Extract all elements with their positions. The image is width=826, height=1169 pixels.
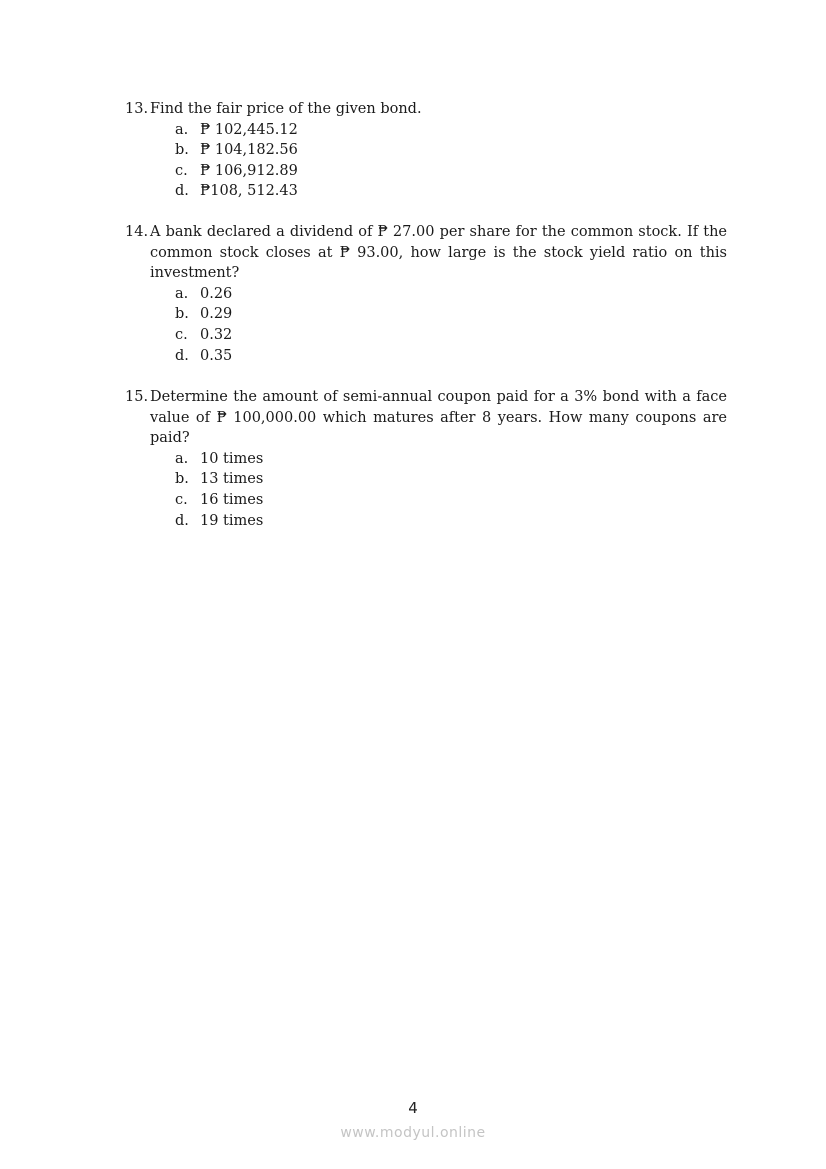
choice-a bbox=[175, 120, 727, 141]
choice-a bbox=[175, 284, 727, 305]
question-number: 15. bbox=[125, 389, 149, 405]
choice-c bbox=[175, 161, 727, 182]
choice-b bbox=[175, 469, 727, 490]
question-text: A bank declared a dividend of ₱ 27.00 per share for the common stock. If the common stock closes at ₱ 93.00, how large is the stock yield ratio on this investment? bbox=[150, 224, 727, 282]
choice-letter: b. bbox=[175, 306, 189, 323]
choice-text: 13 times bbox=[200, 471, 264, 488]
choice-letter: b. bbox=[175, 142, 189, 159]
choice-letter: d. bbox=[175, 512, 189, 529]
page-number: 4 bbox=[408, 1099, 418, 1117]
choice-a bbox=[175, 449, 727, 470]
choice-text: ₱ 102,445.12 bbox=[200, 121, 298, 138]
question-number: 14. bbox=[125, 224, 149, 240]
choice-c bbox=[175, 490, 727, 511]
choice-list bbox=[125, 449, 727, 531]
choice-letter: d. bbox=[175, 347, 189, 364]
question-text: Determine the amount of semi-annual coupon paid for a 3% bond with a face value of ₱ 100,000.00 which matures after 8 years. How many coupons are paid? bbox=[150, 389, 727, 447]
choice-text: 19 times bbox=[200, 512, 264, 529]
question-14 bbox=[125, 222, 727, 366]
choice-letter: a. bbox=[175, 450, 189, 467]
choice-text: ₱ 106,912.89 bbox=[200, 162, 298, 179]
choice-text: 10 times bbox=[200, 450, 264, 467]
choice-c bbox=[175, 325, 727, 346]
choice-b bbox=[175, 304, 727, 325]
choice-letter: c. bbox=[175, 162, 188, 179]
choice-letter: b. bbox=[175, 471, 189, 488]
question-number: 13. bbox=[125, 101, 149, 117]
choice-letter: a. bbox=[175, 285, 189, 302]
question-13 bbox=[125, 99, 727, 202]
choice-letter: d. bbox=[175, 183, 189, 200]
choice-text: 0.35 bbox=[200, 347, 233, 364]
choice-text: 0.29 bbox=[200, 306, 233, 323]
choice-letter: c. bbox=[175, 491, 188, 508]
choice-list bbox=[125, 120, 727, 202]
choice-d bbox=[175, 346, 727, 367]
choice-d bbox=[175, 511, 727, 532]
choice-text: ₱ 104,182.56 bbox=[200, 142, 298, 159]
choice-text: 16 times bbox=[200, 491, 264, 508]
choice-text: 0.32 bbox=[200, 326, 233, 343]
choice-text: 0.26 bbox=[200, 285, 233, 302]
question-stem bbox=[125, 387, 727, 449]
question-stem bbox=[125, 99, 727, 120]
choice-b bbox=[175, 140, 727, 161]
watermark: www.modyul.online bbox=[340, 1125, 486, 1141]
question-15 bbox=[125, 387, 727, 531]
question-text: Find the fair price of the given bond. bbox=[150, 101, 422, 117]
choice-d bbox=[175, 181, 727, 202]
choice-letter: c. bbox=[175, 326, 188, 343]
choice-list bbox=[125, 284, 727, 366]
choice-letter: a. bbox=[175, 121, 189, 138]
choice-text: ₱108, 512.43 bbox=[200, 183, 298, 200]
question-stem bbox=[125, 222, 727, 284]
